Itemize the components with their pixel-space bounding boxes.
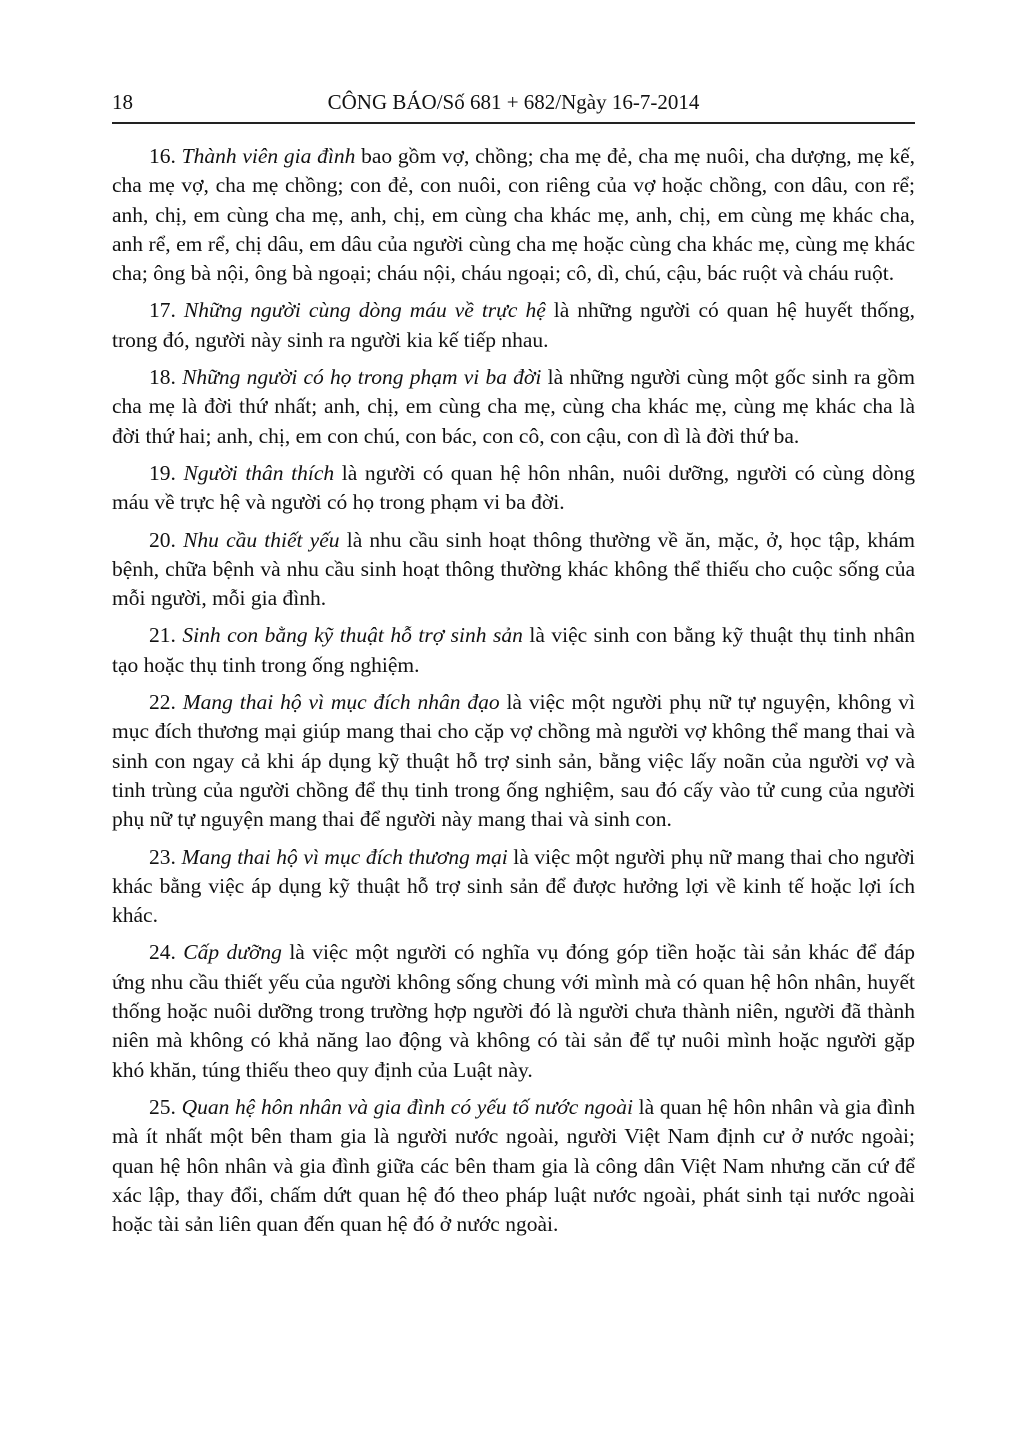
clause-term: Những người có họ trong phạm vi ba đời [182,365,542,390]
clause-24 [112,938,915,1084]
clause-16 [112,142,915,288]
clause-definition: bao gồm vợ, chồng; cha mẹ đẻ, cha mẹ nuôi, cha dượng, mẹ kế, cha mẹ vợ, cha mẹ chồng; con đẻ, con nuôi, con riêng của vợ hoặc chồng, con dâu, con rể; anh, chị, em cùng cha mẹ, anh, chị, em cùng cha khác mẹ, anh, chị, em cùng mẹ khác cha, anh rể, em rể, chị dâu, em dâu của người cùng cha mẹ hoặc cùng cha khác mẹ, cùng mẹ khác cha; ông bà nội, ông bà ngoại; cháu nội, cháu ngoại; cô, dì, chú, cậu, bác ruột và cháu ruột. [112,144,915,286]
clause-number: 24. [149,940,176,965]
clause-number: 22. [149,690,176,715]
clause-22 [112,688,915,834]
clause-term: Quan hệ hôn nhân và gia đình có yếu tố nước ngoài [181,1094,633,1119]
clause-definition: là những người có quan hệ huyết thống, trong đó, người này sinh ra người kia kế tiếp nhau. [112,298,915,352]
clause-number: 18. [149,365,176,390]
page-header [112,88,915,124]
clause-18 [112,363,915,451]
clause-number: 23. [149,844,176,869]
clause-number: 17. [149,298,176,323]
clause-definition: là việc sinh con bằng kỹ thuật thụ tinh nhân tạo hoặc thụ tinh trong ống nghiệm. [112,623,916,677]
clause-number: 20. [149,527,176,552]
clause-number: 25. [149,1094,176,1119]
clause-definition: là việc một người phụ nữ mang thai cho người khác bằng việc áp dụng kỹ thuật hỗ trợ sinh sản để được hưởng lợi về kinh tế hoặc lợi ích khác. [112,844,916,928]
clause-term: Mang thai hộ vì mục đích nhân đạo [182,690,500,715]
clause-number: 19. [149,460,176,485]
clause-19 [112,459,915,518]
clause-20 [112,526,915,614]
clause-term: Người thân thích [183,460,335,485]
clause-term: Mang thai hộ vì mục đích thương mại [181,844,508,869]
clause-number: 21. [149,623,176,648]
clause-term: Những người cùng dòng máu về trực hệ [183,298,546,323]
page-number: 18 [112,90,133,114]
gazette-title: CÔNG BÁO/Số 681 + 682/Ngày 16-7-2014 [327,90,700,114]
clause-term: Thành viên gia đình [181,144,356,168]
clause-term: Sinh con bằng kỹ thuật hỗ trợ sinh sản [182,623,523,648]
clause-21 [112,621,915,680]
clause-definition: là những người cùng một gốc sinh ra gồm cha mẹ là đời thứ nhất; anh, chị, em cùng cha mẹ, cùng cha khác mẹ, cùng mẹ khác cha là đời thứ hai; anh, chị, em con chú, con bác, con cô, con cậu, con dì là đời thứ ba. [112,365,916,448]
clause-number: 16. [149,144,176,168]
clause-definition: là việc một người phụ nữ tự nguyện, không vì mục đích thương mại giúp mang thai cho cặp vợ chồng mà người vợ không thể mang thai và sinh con ngay cả khi áp dụng kỹ thuật hỗ trợ sinh sản, bằng việc lấy noãn của người vợ và tinh trùng của người chồng để thụ tinh trong ống nghiệm, sau đó cấy vào tử cung của người phụ nữ tự nguyện mang thai để người này mang thai và sinh con. [112,690,916,832]
clause-definition: là người có quan hệ hôn nhân, nuôi dưỡng, người có cùng dòng máu về trực hệ và người có họ trong phạm vi ba đời. [112,460,916,515]
clause-term: Nhu cầu thiết yếu [183,527,340,552]
clause-25 [112,1093,915,1239]
document-body [112,142,915,1247]
clause-definition: là quan hệ hôn nhân và gia đình mà ít nhất một bên tham gia là người nước ngoài, người Việt Nam định cư ở nước ngoài; quan hệ hôn nhân và gia đình giữa các bên tham gia là công dân Việt Nam nhưng căn cứ để xác lập, thay đổi, chấm dứt quan hệ đó theo pháp luật nước ngoài, phát sinh tại nước ngoài hoặc tài sản liên quan đến quan hệ đó ở nước ngoài. [112,1094,915,1237]
clause-23 [112,843,915,931]
clause-definition: là việc một người có nghĩa vụ đóng góp tiền hoặc tài sản khác để đáp ứng nhu cầu thiết yếu của người không sống chung với mình mà có quan hệ hôn nhân, huyết thống hoặc nuôi dưỡng trong trường hợp người đó là người chưa thành niên, người đã thành niên mà không có khả năng lao động và không có tài sản để tự nuôi mình hoặc người gặp khó khăn, túng thiếu theo quy định của Luật này. [112,940,916,1082]
clause-17 [112,296,915,355]
clause-definition: là nhu cầu sinh hoạt thông thường về ăn, mặc, ở, học tập, khám bệnh, chữa bệnh và nhu cầu sinh hoạt thông thường khác không thể thiếu cho cuộc sống của mỗi người, mỗi gia đình. [112,527,916,611]
clause-term: Cấp dưỡng [183,940,282,965]
